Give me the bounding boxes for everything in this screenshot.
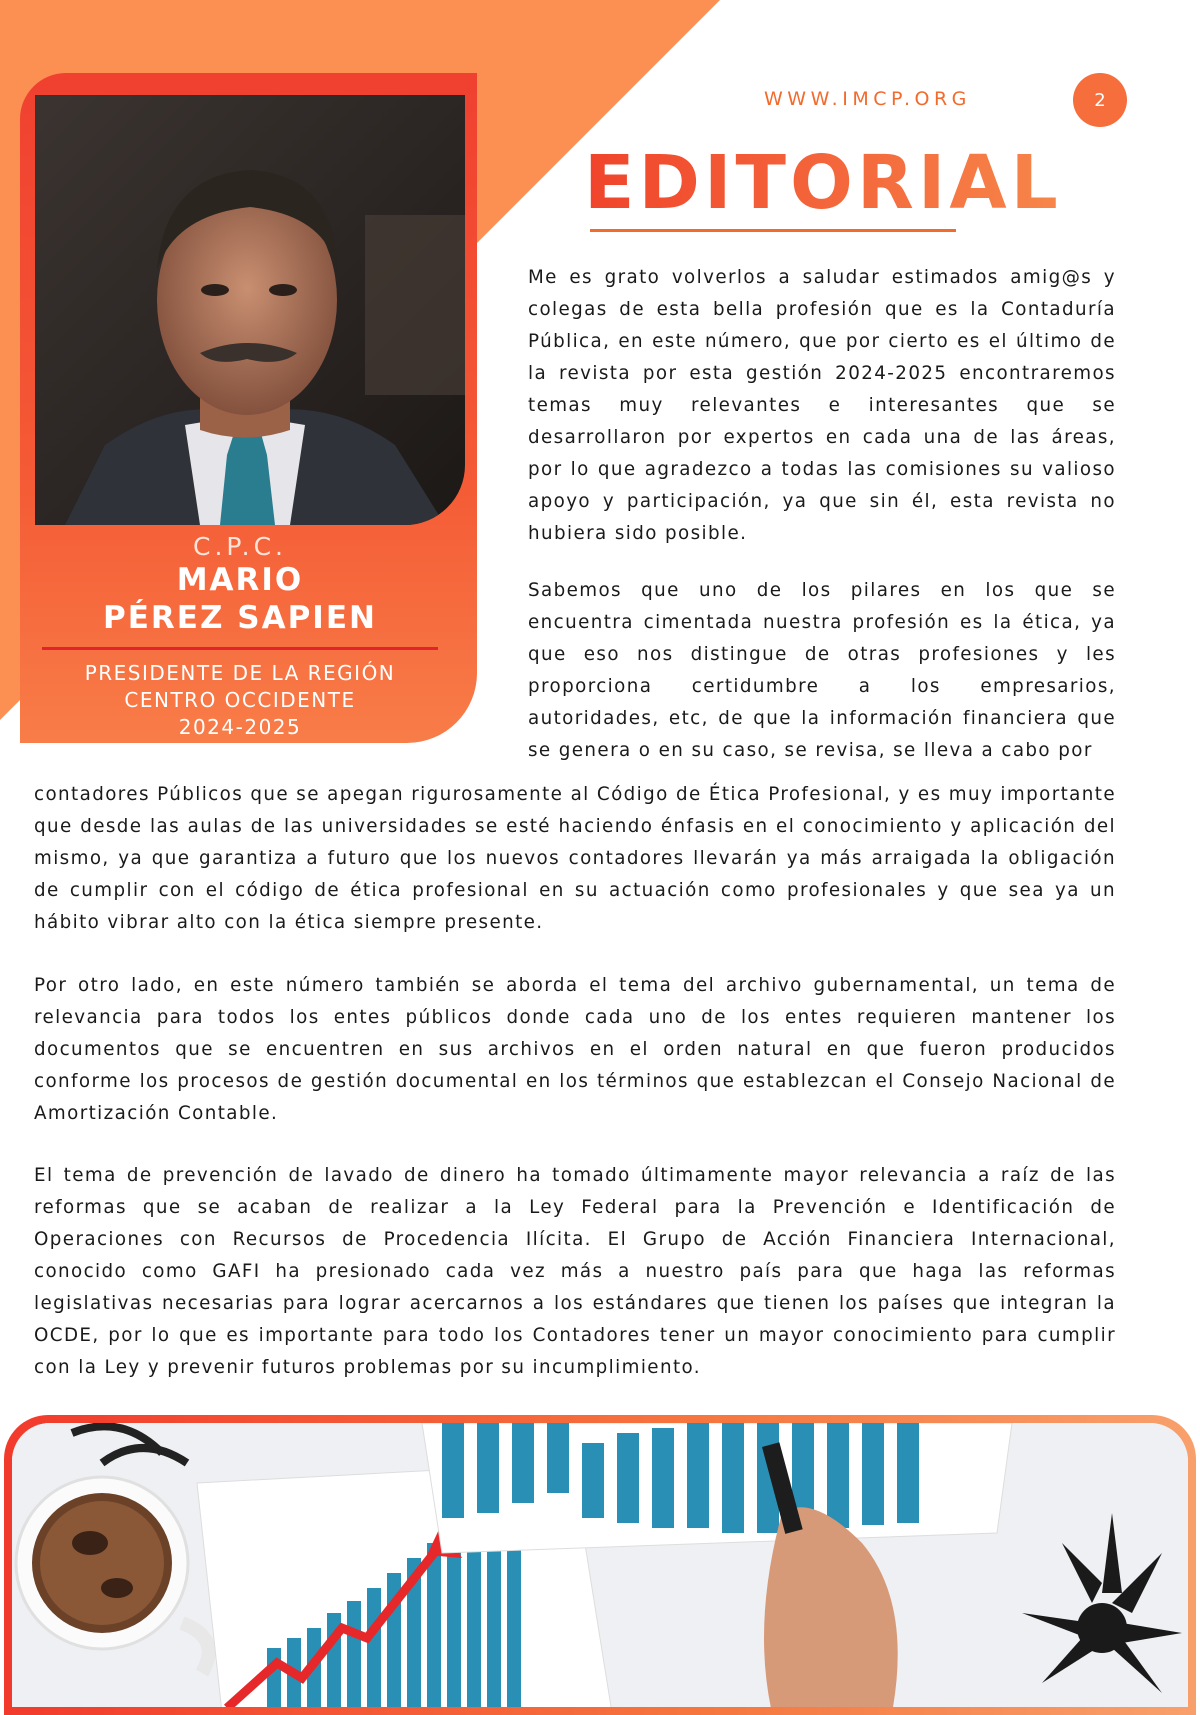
paragraph-2: Sabemos que uno de los pilares en los que se encuentra cimentada nuestra profesión es la ética, ya que eso nos distingue de otras profesiones y les proporciona certidumbre a los empresarios, autoridades, etc, de que la información financiera que se genera o en su caso, se revisa, se lleva a cabo por [528,580,1116,761]
profile-name-block [20,530,460,741]
profile-last-name: PÉREZ SAPIEN [103,600,377,636]
page-title: EDITORIAL [584,140,1062,226]
financial-charts-photo [12,1423,1188,1707]
paragraph-4: El tema de prevención de lavado de dinero ha tomado últimamente mayor relevancia a raíz de las reformas que se acaban de realizar a la Ley Federal para la Prevención e Identificación de Operaciones con Recursos de Procedencia Ilícita. El Grupo de Acción Financiera Internacional, conocido como GAFI ha presionado cada vez más a nuestro país para que haga las reformas legislativas necesarias para lograr acercarnos a los estándares que tienen los países que integran la OCDE, por lo que es importante para todo los Contadores tener un mayor conocimiento para cumplir con la Ley y prevenir futuros problemas por su incumplimiento. [34,1165,1116,1378]
profile-first-name: MARIO [176,562,304,598]
paragraph-3: Por otro lado, en este número también se aborda el tema del archivo gubernamental, un tema de relevancia para todos los entes públicos donde cada uno de los entes requieren mantener los documentos que se encuentren en sus archivos en el orden natural en que fueron producidos conforme los procesos de gestión documental en los términos que establezcan el Consejo Nacional de Amortización Contable. [34,975,1116,1124]
page-number-badge: 2 [1073,73,1127,127]
paragraph-1: Me es grato volverlos a saludar estimados amig@s y colegas de esta bella profesión que es la Contaduría Pública, en este número, que por cierto es el último de la revista por esta gestión 2024-2025 encontraremos temas muy relevantes e interesantes que se desarrollaron por expertos en cada una de las áreas, por lo que agradezco a todas las comisiones su valioso apoyo y participación, ya que sin él, esta revista no hubiera sido posible. [528,267,1116,544]
portrait-photo [35,95,465,525]
bottom-photo-frame [4,1415,1196,1715]
site-url[interactable]: WWW.IMCP.ORG [764,88,971,110]
title-underline [590,229,956,232]
profile-role-line2: CENTRO OCCIDENTE [124,688,356,712]
paragraph-2-continued: contadores Públicos que se apegan rigurosamente al Código de Ética Profesional, y es muy importante que desde las aulas de las universidades se esté haciendo énfasis en el conocimiento y aplicación del mismo, ya que garantiza a futuro que los nuevos contadores llevarán ya más arraigada la obligación de cumplir con el código de ética profesional en su actuación como profesionales y que sea ya un hábito vibrar alto con la ética siempre presente. [34,784,1116,933]
name-divider [42,647,438,650]
profile-role-line3: 2024-2025 [178,715,302,739]
profile-role-line1: PRESIDENTE DE LA REGIÓN [84,661,396,685]
profile-prefix: C.P.C. [193,532,287,561]
